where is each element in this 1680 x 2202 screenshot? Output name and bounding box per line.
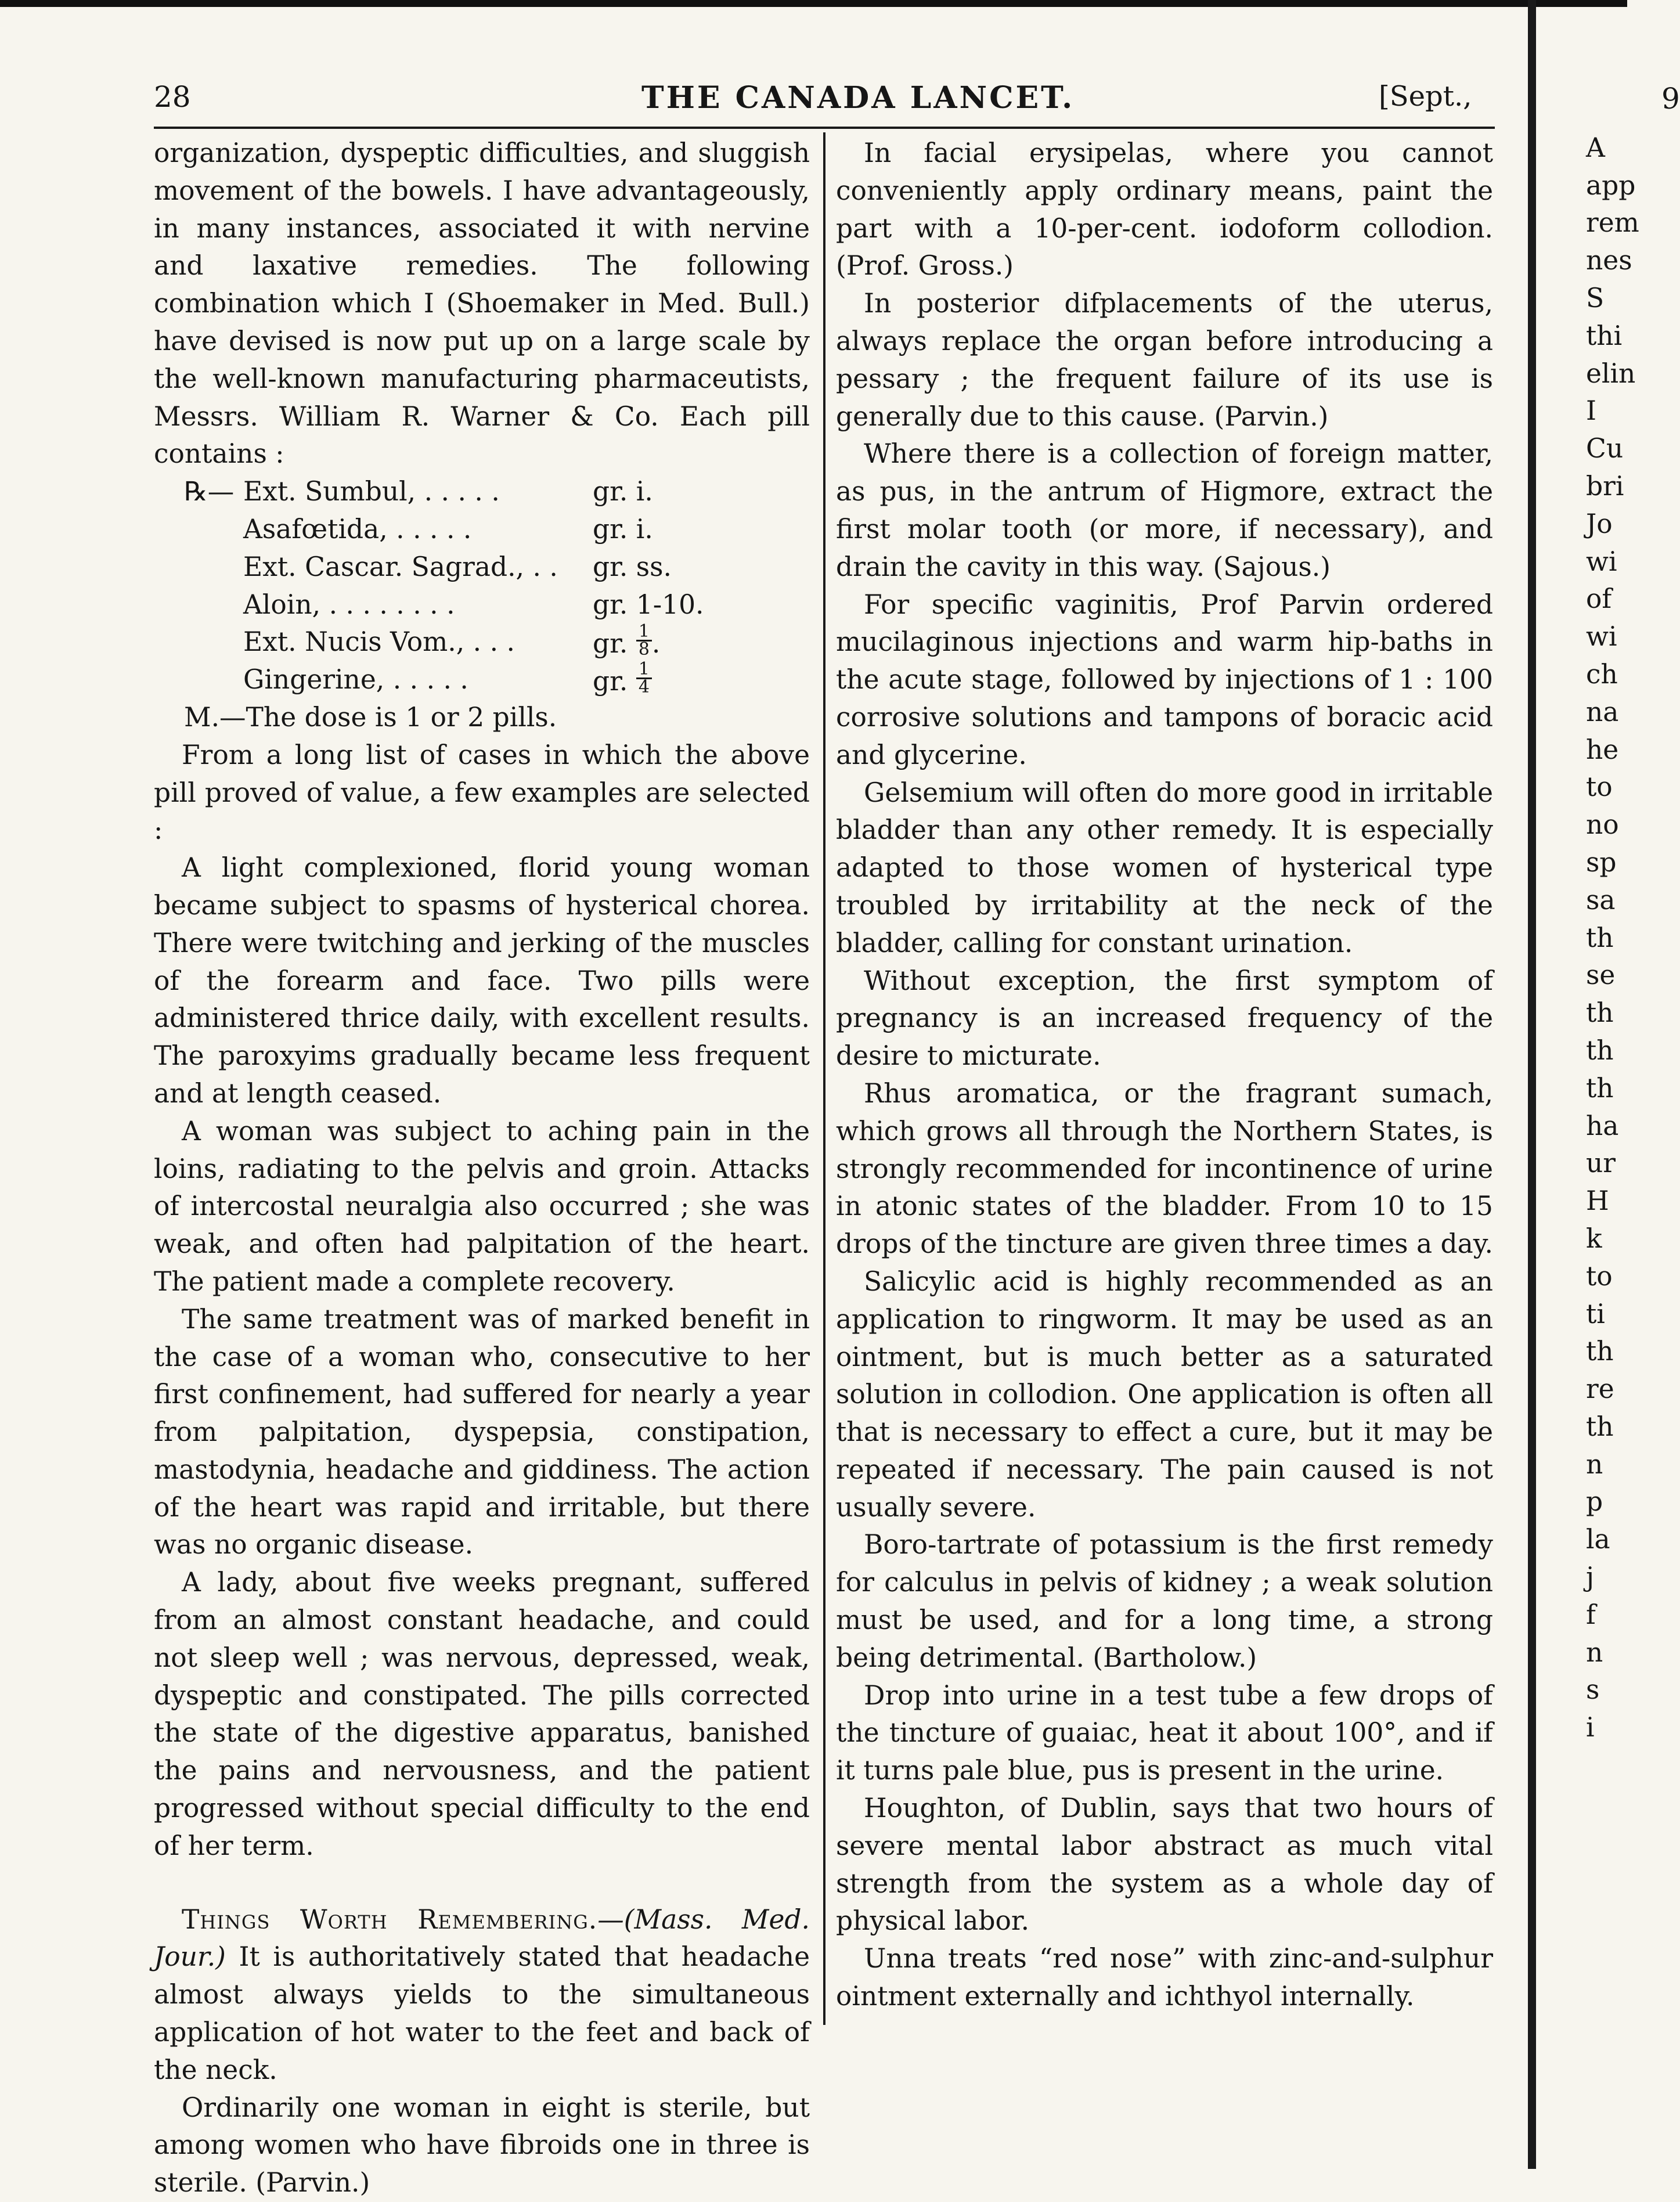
paragraph: Where there is a collection of foreign matter, as pus, in the antrum of Higmore, extract the first molar tooth (or more, if necessary), and drain the cavity in this way. (Sajous.) (836, 438, 1493, 582)
fragment-line: ch (1586, 658, 1618, 690)
fragment-line: n (1586, 1448, 1603, 1480)
ingredient-dose (593, 661, 810, 699)
fragment-line: th (1586, 997, 1614, 1029)
fragment-line: n (1586, 1637, 1603, 1668)
paragraph-text: It is authoritatively stated that headache almost always yields to the simultaneous application of hot water to the feet and back of the neck. (154, 1941, 810, 2085)
ingredient-name: Asafœtida, . . . . . (243, 513, 472, 545)
paragraph: The same treatment was of marked benefit in the case of a woman who, consecutive to her first confinement, had suffered for nearly a year from palpitation, dyspepsia, constipation, mastodynia, headache and giddiness. The action of the heart was rapid and irritable, but there was no organic disease. (154, 1303, 810, 1560)
prescription-row (154, 549, 810, 586)
left-column (154, 135, 810, 2202)
fraction-numerator: 1 (636, 624, 652, 642)
fragment-line: rem (1586, 207, 1639, 239)
fragment-line: se (1586, 960, 1616, 991)
ingredient-dose: gr. $\frac{1}{8}$ . (593, 621, 661, 660)
fragment-line: nes (1586, 245, 1632, 276)
fragment-line: wi (1586, 546, 1617, 577)
fragment-line: Jo (1586, 508, 1613, 539)
ingredient-name: Ext. Cascar. Sagrad., . . (243, 551, 558, 582)
column-divider (823, 132, 825, 2025)
paragraph: A light complexioned, florid young woman became subject to spasms of hysterical chorea. There were twitching and jerking of the muscles of the forearm and face. Two pills were administered thrice daily, with excellent results. The paroxyims gradually became less frequent and at length ceased. (154, 852, 810, 1109)
dose-note: M.—The dose is 1 or 2 pills. (184, 701, 557, 733)
section-source: —(Mass. Med. Jour.) (154, 1904, 810, 1973)
paragraph: In facial erysipelas, where you cannot conveniently apply ordinary means, paint the part with a 10-per-cent. iodoform collodion. (Prof. Gross.) (836, 138, 1493, 282)
ingredient-dose: gr. ss. (593, 551, 672, 582)
fraction-one-eighth (636, 621, 652, 660)
fragment-line: p (1586, 1486, 1603, 1518)
section-gap (154, 1865, 810, 1901)
paragraph: Salicylic acid is highly recommended as an application to ringworm. It may be used as an ointment, but is much better as a saturated solution in collodion. One application is often all that is necessary to effect a cure, but it may be repeated if necessary. The pain caused is not usually severe. (836, 1266, 1493, 1523)
fragment-line: th (1586, 1411, 1614, 1442)
ingredient-name: Ext. Nucis Vom., . . . (243, 626, 515, 658)
fraction-numerator: 1 (636, 661, 652, 679)
top-edge-rule (0, 0, 1627, 7)
fragment-line: thi (1586, 320, 1623, 351)
fragment-line: th (1586, 1336, 1614, 1367)
paragraph: Rhus aromatica, or the fragrant sumach, which grows all through the Northern States, is strongly recommended for incontinence of urine in atonic states of the bladder. From 10 to 15 drops of the tincture are given three times a day. (836, 1077, 1493, 1260)
ingredient-name: Aloin, . . . . . . . . (243, 589, 455, 620)
section-heading: Things Worth Remembering. (182, 1904, 598, 1935)
fragment-line: i (1586, 1712, 1595, 1743)
fragment-line: la (1586, 1524, 1610, 1555)
ingredient-dose: gr. i. (593, 476, 653, 507)
fragment-line: elin (1586, 358, 1636, 389)
fragment-line: H (1586, 1185, 1609, 1217)
rx-prefix (154, 624, 243, 661)
fraction-denominator: 8 (638, 639, 650, 660)
fragment-line: th (1586, 922, 1614, 953)
fragment-line: S (1586, 282, 1605, 313)
next-page-fragment (1540, 74, 1680, 1747)
fragment-line: f (1586, 1599, 1596, 1630)
page-gutter-edge (1528, 0, 1536, 2169)
prescription-row (154, 621, 810, 661)
fragment-line: na (1586, 696, 1619, 727)
fraction-denominator: 4 (638, 677, 650, 698)
fragment-line: to (1586, 772, 1613, 803)
fragment-line: of (1586, 583, 1612, 615)
fragment-line: th (1586, 1035, 1614, 1066)
ingredient-name: Ext. Sumbul, . . . . . (243, 476, 500, 507)
issue-date: [Sept., (1379, 80, 1472, 113)
ingredient-dose: gr. i. (593, 513, 653, 545)
rx-prefix (154, 661, 243, 699)
fragment-line: bri (1586, 470, 1624, 502)
fragment-line: re (1586, 1374, 1614, 1405)
fragment-line: wi (1586, 621, 1617, 653)
fragment-line: no (1586, 809, 1619, 841)
fragment-line: A (1586, 132, 1605, 163)
prescription (154, 473, 810, 737)
fragment-line: app (1586, 170, 1636, 201)
rx-symbol: ℞— (184, 476, 235, 507)
paragraph: Without exception, the first symptom of pregnancy is an increased frequency of the desire to micturate. (836, 965, 1493, 1072)
fragment-line: j (1586, 1562, 1595, 1593)
paragraph: Gelsemium will often do more good in irritable bladder than any other remedy. It is especially adapted to those women of hysterical type troubled by irritability at the neck of the bladder, calling for constant urination. (836, 777, 1493, 958)
paragraph: In posterior difplacements of the uterus, always replace the organ before introducing a pessary ; the frequent failure of its use is generally due to this cause. (Parvin.) (836, 288, 1493, 432)
paragraph: Drop into urine in a test tube a few drops of the tincture of guaiac, heat it about 100°, and if it turns pale blue, pus is present in the urine. (836, 1680, 1493, 1786)
paragraph: For specific vaginitis, Prof Parvin ordered mucilaginous injections and warm hip-baths in the acute stage, followed by injections of 1 : 100 corrosive solutions and tampons of boracic acid and glycerine. (836, 589, 1493, 770)
fragment-line: Cu (1586, 433, 1624, 464)
fragment-line: k (1586, 1223, 1602, 1254)
fragment-line: sp (1586, 846, 1617, 878)
ingredient-name: Gingerine, . . . . . (243, 664, 468, 695)
header-rule (154, 127, 1495, 129)
fragment-line: I (1586, 395, 1596, 427)
page-header (154, 74, 1495, 121)
prescription-row (154, 473, 810, 511)
fragment-line: to (1586, 1260, 1613, 1292)
page-number: 28 (154, 80, 191, 114)
fragment-line: ha (1586, 1110, 1619, 1141)
dose-unit: gr. (593, 628, 628, 659)
rx-prefix (154, 511, 243, 549)
paragraph-things-worth-remembering (154, 1901, 810, 2089)
prescription-row (154, 586, 810, 624)
paragraph: A woman was subject to aching pain in the loins, radiating to the pelvis and groin. Attacks of intercostal neuralgia also occurred ; she was weak, and often had palpitation of the heart. The patient made a complete recovery. (154, 1115, 810, 1297)
paragraph: Ordinarily one woman in eight is sterile, but among women who have fibroids one in three is sterile. (Parvin.) (154, 2092, 810, 2199)
rx-prefix (154, 586, 243, 624)
fragment-line: ur (1586, 1148, 1616, 1179)
right-column (836, 135, 1493, 2016)
prescription-row (154, 661, 810, 699)
paragraph: organization, dyspeptic difficulties, and sluggish movement of the bowels. I have advantageously, in many instances, associated it with nervine and laxative remedies. The following combination which I (Shoemaker in Med. Bull.) have devised is now put up on a large scale by the well-known manufacturing pharmaceutists, Messrs. William R. Warner & Co. Each pill contains : (154, 138, 810, 470)
journal-title: THE CANADA LANCET. (641, 80, 1075, 116)
paragraph: From a long list of cases in which the above pill proved of value, a few examples are selected : (154, 739, 810, 846)
ingredient-dose: gr. 1-10. (593, 589, 704, 620)
paragraph: A lady, about five weeks pregnant, suffered from an almost constant headache, and could not sleep well ; was nervous, depressed, weak, dyspeptic and constipated. The pills corrected the state of the digestive apparatus, banished the pains and nervousness, and the patient progressed without special difficulty to the end of her term. (154, 1567, 810, 1861)
fraction-one-quarter (636, 659, 652, 698)
prescription-row (154, 511, 810, 549)
fragment-line: he (1586, 734, 1619, 765)
rx-prefix (154, 549, 243, 586)
fragment-line: th (1586, 1072, 1614, 1104)
fragment-line: sa (1586, 884, 1616, 916)
paragraph: Unna treats “red nose” with zinc-and-sulphur ointment externally and ichthyol internally. (836, 1943, 1493, 2012)
next-page-number: 9 (1661, 82, 1680, 116)
dose-unit: gr. (593, 666, 628, 697)
paragraph: Houghton, of Dublin, says that two hours of severe mental labor abstract as much vital strength from the system as a whole day of physical labor. (836, 1793, 1493, 1937)
fragment-line: ti (1586, 1298, 1605, 1329)
paragraph: Boro-tartrate of potassium is the first remedy for calculus in pelvis of kidney ; a weak solution must be used, and for a long time, a strong being detrimental. (Bartholow.) (836, 1529, 1493, 1673)
fragment-line: s (1586, 1674, 1600, 1706)
